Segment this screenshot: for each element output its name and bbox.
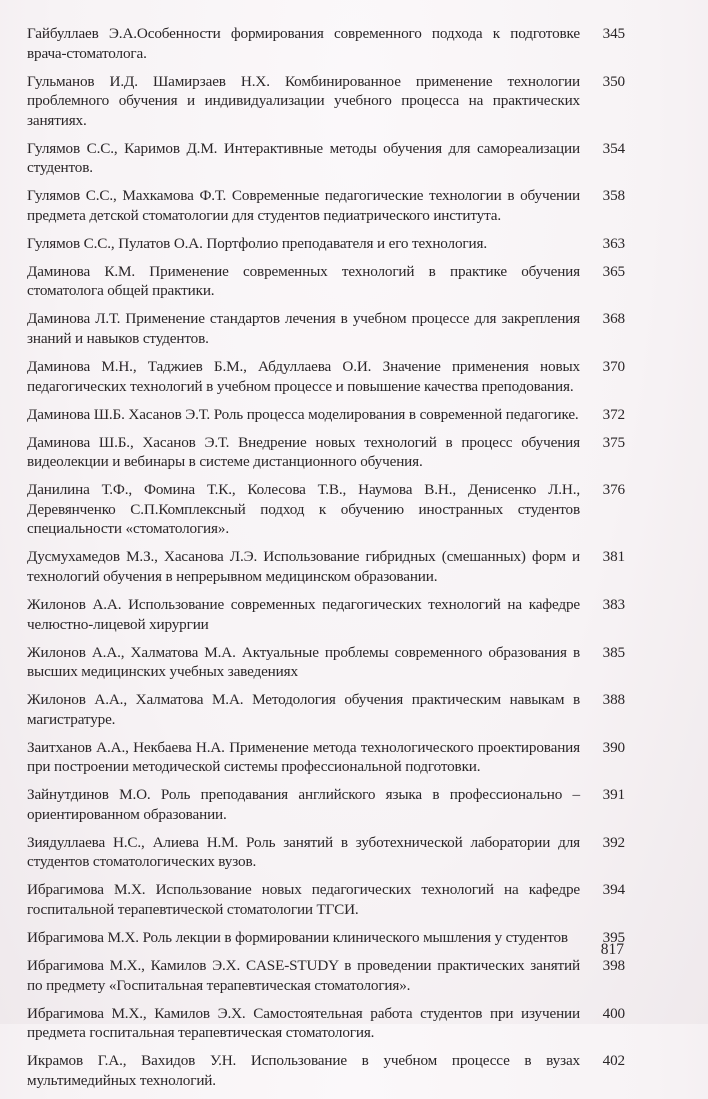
toc-entry-title: Даминова Ш.Б. Хасанов Э.Т. Роль процесса моделирования в современной педагогике. <box>27 405 579 423</box>
toc-entry <box>27 309 625 348</box>
toc-entry-title: Жилонов А.А. Использование современных педагогических технологий на кафедре челюстно-лицевой хирургии <box>27 595 580 633</box>
toc-entry-title: Даминова М.Н., Таджиев Б.М., Абдуллаева О.И. Значение применения новых педагогических технологий в учебном процессе и повышение качества преподования. <box>27 358 580 395</box>
toc-entry-title: Данилина Т.Ф., Фомина Т.К., Колесова Т.В., Наумова В.Н., Денисенко Л.Н., Деревянченко С.П.Комплексный подход к обучению иностранных студентов специальности «стоматология». <box>27 481 580 538</box>
toc-entry-title: Ибрагимова М.Х., Камилов Э.Х. CASE-STUDY в проведении практических занятий по предмету «Госпитальная терапевтическая стоматология». <box>27 956 580 994</box>
toc-entry <box>27 1051 625 1090</box>
toc-entry-page: 395 <box>602 928 625 946</box>
toc-entry <box>27 72 625 131</box>
toc-entry <box>27 186 625 225</box>
toc-entry <box>27 234 625 254</box>
toc-entry <box>27 433 625 472</box>
toc-entry-page: 402 <box>602 1052 625 1070</box>
toc-entry <box>27 956 625 995</box>
toc-entry-page: 394 <box>602 881 625 899</box>
toc-entry-title: Зайнутдинов М.О. Роль преподавания английского языка в профессионально – ориентированном образовании. <box>27 786 580 823</box>
toc-entry-page: 383 <box>602 595 625 613</box>
toc-entry-title: Даминова Л.Т. Применение стандартов лечения в учебном процессе для закрепления знаний и навыков студентов. <box>27 310 580 348</box>
toc-entry <box>27 405 625 425</box>
toc-entry-title: Ибрагимова М.Х. Использование новых педагогических технологий на кафедре госпитальной терапевтической стоматологии ТГСИ. <box>27 881 580 918</box>
toc-entry-title: Даминова К.М. Применение современных технологий в практике обучения стоматолога общей практики. <box>27 262 580 300</box>
toc-entry-page: 354 <box>602 139 625 157</box>
toc-entry <box>27 1004 625 1043</box>
toc-entry <box>27 738 625 777</box>
toc-entry-title: Гулямов С.С., Каримов Д.М. Интерактивные методы обучения для самореализации студентов. <box>27 139 580 177</box>
toc-entry-title: Ибрагимова М.Х., Камилов Э.Х. Самостоятельная работа студентов при изучении предмета госпитальная терапевтическая стоматология. <box>27 1004 580 1042</box>
toc-entry-page: 398 <box>602 956 625 974</box>
toc-entry <box>27 833 625 872</box>
toc-entry-page: 365 <box>602 262 625 280</box>
toc-entry-page: 400 <box>602 1004 625 1022</box>
toc-entry-page: 363 <box>602 234 625 252</box>
toc-entry-page: 388 <box>602 691 625 709</box>
toc-entry-title: Даминова Ш.Б., Хасанов Э.Т. Внедрение новых технологий в процесс обучения видеолекции и вебинары в системе дистанционного обучения. <box>27 433 580 471</box>
toc-entry-page: 392 <box>602 833 625 851</box>
toc-entry <box>27 880 625 919</box>
toc-entry <box>27 262 625 301</box>
toc-entry-page: 370 <box>602 358 625 376</box>
toc-entry-page: 345 <box>602 25 625 42</box>
toc-entry-title: Гайбуллаев Э.А.Особенности формирования современного подхода к подготовке врача-стоматолога. <box>27 25 580 62</box>
toc-entry-title: Ибрагимова М.Х. Роль лекции в формировании клинического мышления у студентов <box>27 928 568 946</box>
toc-entry <box>27 928 625 948</box>
toc-entry-title: Заитханов А.А., Некбаева Н.А. Применение метода технологического проектирования при построении методической системы профессиональной подготовки. <box>27 738 580 776</box>
toc-entry-title: Зиядуллаева Н.С., Алиева Н.М. Роль занятий в зуботехнической лаборатории для студентов стоматологических вузов. <box>27 833 580 871</box>
toc-entry-title: Икрамов Г.А., Вахидов У.Н. Использование в учебном процессе в вузах мультимедийных технологий. <box>27 1052 580 1089</box>
toc-entry-page: 372 <box>602 405 625 423</box>
toc-entry-title: Жилонов А.А., Халматова М.А. Актуальные проблемы современного образования в высших медицинских учебных заведениях <box>27 643 580 681</box>
toc-entry <box>27 547 625 586</box>
toc-entry-page: 391 <box>602 786 625 804</box>
toc-entry-page: 358 <box>602 187 625 205</box>
toc-entry <box>27 139 625 178</box>
toc-entry <box>27 690 625 729</box>
toc-entry-title: Гульманов И.Д. Шамирзаев Н.Х. Комбинированное применение технологии проблемного обучения и индивидуализации учебного процесса на практических занятиях. <box>27 72 580 129</box>
toc-entry-page: 376 <box>602 481 625 499</box>
toc-entry-page: 381 <box>602 548 625 566</box>
toc-entry-title: Гулямов С.С., Пулатов О.А. Портфолио преподавателя и его технология. <box>27 234 487 252</box>
toc-entry <box>27 785 625 824</box>
table-of-contents <box>27 24 625 1099</box>
page-number: 817 <box>600 941 624 958</box>
toc-entry-page: 375 <box>602 433 625 451</box>
toc-entry <box>27 643 625 682</box>
toc-entry <box>27 480 625 539</box>
toc-entry-title: Дусмухамедов М.З., Хасанова Л.Э. Использование гибридных (смешанных) форм и технологий обучения в непрерывном медицинском образовании. <box>27 548 580 585</box>
toc-entry-page: 368 <box>602 310 625 328</box>
toc-entry <box>27 24 625 63</box>
toc-entry-page: 350 <box>602 72 625 90</box>
toc-entry <box>27 595 625 634</box>
toc-entry-title: Гулямов С.С., Махкамова Ф.Т. Современные педагогические технологии в обучении предмета детской стоматологии для студентов педиатрического института. <box>27 187 580 224</box>
toc-entry <box>27 357 625 396</box>
toc-entry-page: 390 <box>602 738 625 756</box>
toc-entry-title: Жилонов А.А., Халматова М.А. Методология обучения практическим навыкам в магистратуре. <box>27 691 580 728</box>
toc-entry-page: 385 <box>602 643 625 661</box>
